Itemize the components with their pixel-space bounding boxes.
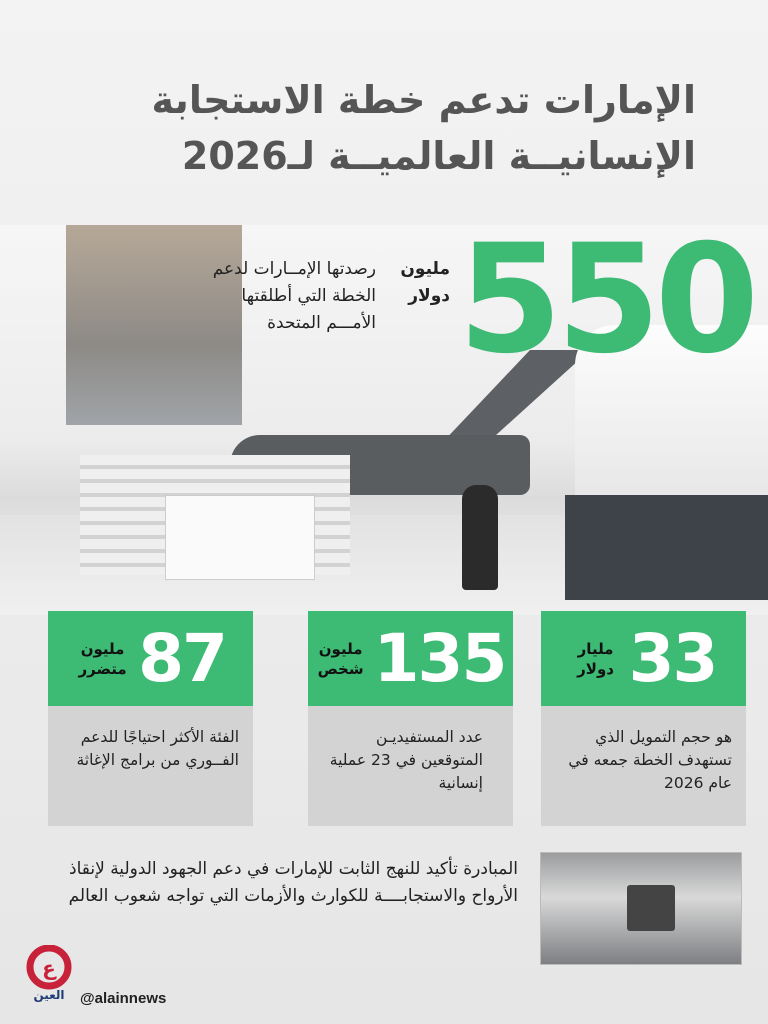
- headline-text: رصدتها الإمــارات لدعم الخطة التي أطلقتها الأمـــم المتحدة: [212, 259, 376, 333]
- stat-number: 87: [138, 620, 226, 697]
- uae-aid-package: [165, 495, 315, 580]
- footer-text: المبادرة تأكيد للنهج الثابت للإمارات في دعم الجهود الدولية لإنقاذ الأرواح والاستجابــــة للكوارث والأزمات التي تواجه شعوب العالم: [68, 859, 518, 906]
- headline-caption: [210, 256, 450, 426]
- stat-number: 135: [373, 620, 506, 697]
- social-handle[interactable]: @alainnews: [80, 990, 167, 1007]
- stat-number: 33: [628, 620, 717, 697]
- stat-description: الفئة الأكثر احتياجًا للدعم الفــوري من برامج الإغاثة: [48, 706, 253, 826]
- cargo-hold-photo: [540, 852, 742, 965]
- stat-unit: مليون متضرر: [78, 639, 127, 678]
- stat-card-beneficiaries: [308, 611, 513, 826]
- stat-description: هو حجم التمويل الذي تستهدف الخطة جمعه في عام 2026: [541, 706, 746, 826]
- stat-unit: مليون شخص: [317, 639, 364, 678]
- page-title: [152, 72, 697, 184]
- svg-text:ع: ع: [42, 956, 56, 980]
- stat-card-funding: [541, 611, 746, 826]
- alain-logo: [25, 945, 75, 1005]
- headline-number: 550: [458, 213, 754, 387]
- truck-in-cargo-hold: [627, 885, 675, 931]
- stat-unit: مليار دولار: [577, 639, 614, 678]
- headline-unit: مليون دولار: [400, 259, 450, 306]
- stat-description: عدد المستفيديـن المتوقعين في 23 عملية إنسانية: [308, 706, 513, 826]
- aid-worker: [462, 485, 498, 590]
- title-line-1: الإمارات تدعم خطة الاستجابة: [151, 78, 696, 122]
- aid-truck-base: [565, 495, 768, 600]
- stat-card-affected: [48, 611, 253, 826]
- svg-text:العين: العين: [33, 988, 65, 1002]
- title-line-2: الإنسانيــة العالميــة لـ2026: [181, 134, 696, 178]
